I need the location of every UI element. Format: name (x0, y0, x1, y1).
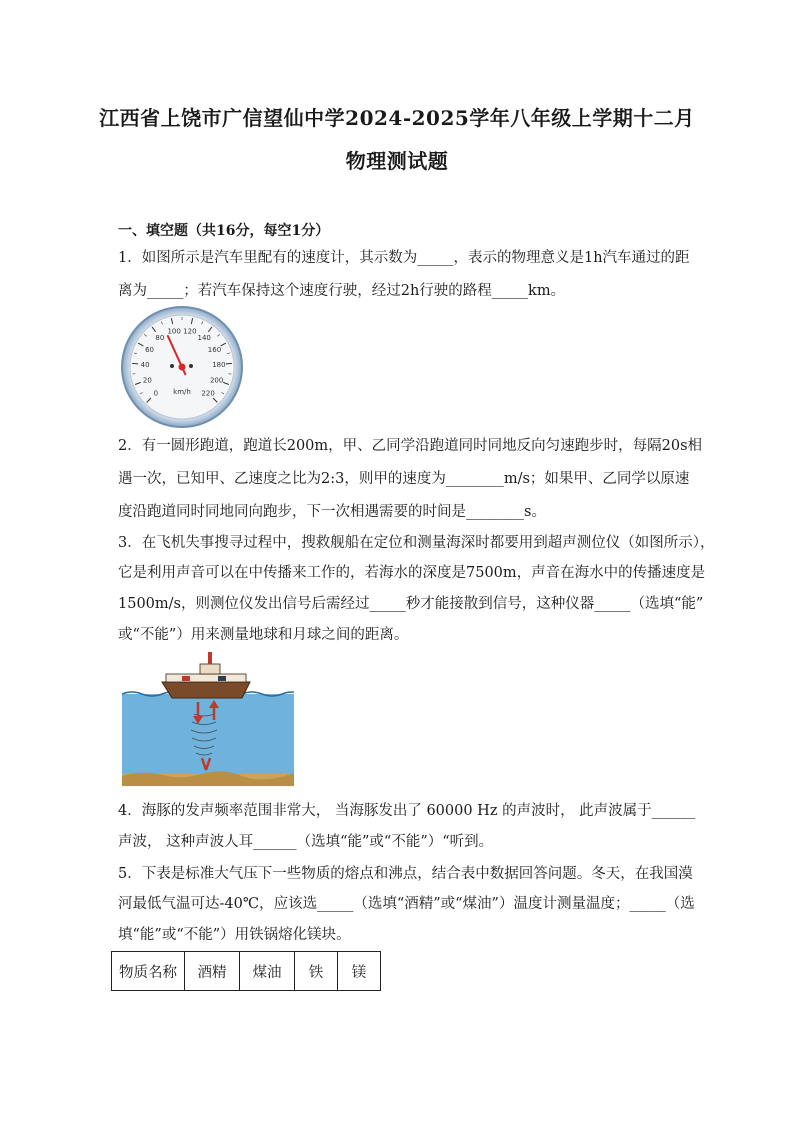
section-heading: 一、填空题（共16分，每空1分） (118, 223, 330, 239)
gauge-tick-label: 0 (153, 389, 159, 398)
gauge-tick-label: 60 (145, 345, 154, 354)
question-2-line3: 度沿跑道同时同地同向跑步，下一次相遇需要的时间是________s。 (118, 504, 546, 520)
gauge-tick-label: 40 (140, 360, 150, 369)
table-row (112, 952, 381, 991)
gauge-tick-label: 180 (212, 360, 226, 369)
page-title-line2: 物理测试题 (345, 149, 449, 173)
gauge-hub (179, 364, 186, 371)
gauge-tick-label: 220 (201, 389, 215, 398)
gauge-tick-label: 140 (197, 333, 211, 342)
question-4-line1: 4．海豚的发声频率范围非常大， 当海豚发出了 60000 Hz 的声波时， 此声波属于______ (118, 803, 696, 819)
question-3-line2: 它是利用声音可以在中传播来工作的，若海水的深度是7500m，声音在海水中的传播速度是 (118, 565, 706, 581)
sonar-ship-figure (122, 652, 294, 786)
materials-table (111, 951, 381, 991)
gauge-tick-label: 20 (142, 376, 152, 385)
gauge-unit: km/h (173, 388, 191, 396)
question-4-line2: 声波， 这种声波人耳______（选填“能”或“不能”）“听到。 (118, 834, 494, 850)
question-2-line1: 2．有一圆形跑道，跑道长200m，甲、乙同学沿跑道同时同地反向匀速跑步时，每隔20s相 (118, 438, 703, 454)
gauge-tick-label: 200 (209, 376, 224, 385)
question-3-line4: 或“不能”）用来测量地球和月球之间的距离。 (118, 627, 409, 643)
question-5-line3: 填“能”或“不能”）用铁锅熔化镁块。 (118, 927, 351, 943)
question-3-line3: 1500m/s，则测位仪发出信号后需经过_____秒才能接散到信号，这种仪器_____（选填“能” (118, 596, 704, 612)
gauge-tick-label: 120 (183, 327, 197, 336)
page-title-line1: 江西省上饶市广信望仙中学2024-2025学年八年级上学期十二月 (99, 106, 695, 130)
ship-mast (208, 652, 212, 664)
gauge-tick-label: 80 (155, 333, 165, 342)
question-5-line1: 5．下表是标准大气压下一些物质的熔点和沸点，结合表中数据回答问题。冬天，在我国漠 (118, 866, 693, 882)
ship-hull (162, 682, 250, 698)
gauge-tick-label: 160 (207, 345, 222, 354)
table-header-cell: 镁 (338, 952, 381, 991)
speedometer-figure (120, 305, 244, 429)
question-1-line1: 1．如图所示是汽车里配有的速度计，其示数为_____，表示的物理意义是1h汽车通过的距 (118, 250, 690, 266)
question-1-line2: 离为_____；若汽车保持这个速度行驶，经过2h行驶的路程_____km。 (118, 283, 566, 299)
table-header-cell: 酒精 (185, 952, 240, 991)
question-3-line1: 3．在飞机失事搜寻过程中，搜救舰船在定位和测量海深时都要用到超声测位仪（如图所示）， (118, 535, 715, 551)
table-header-cell: 铁 (295, 952, 338, 991)
gauge-tick-label: 100 (167, 327, 181, 336)
question-5-line2: 河最低气温可达-40℃，应该选_____（选填“酒精”或“煤油”）温度计测量温度；_____（选 (118, 896, 695, 912)
question-2-line2: 遇一次，已知甲、乙速度之比为2:3，则甲的速度为________m/s；如果甲、乙同学以原速 (118, 471, 690, 487)
table-header-cell: 物质名称 (112, 952, 185, 991)
table-header-cell: 煤油 (240, 952, 295, 991)
